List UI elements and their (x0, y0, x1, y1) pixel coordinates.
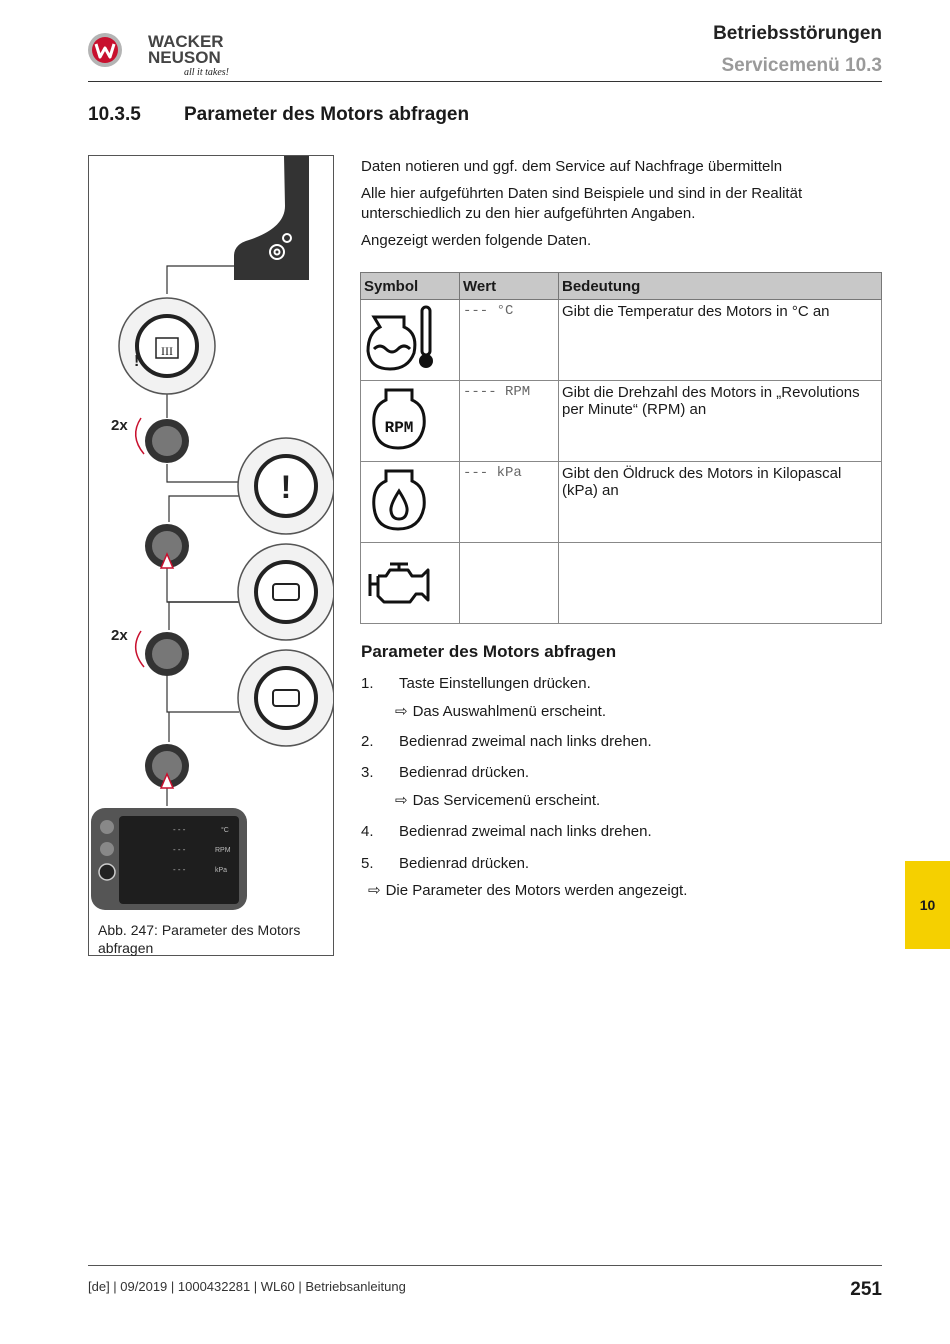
control-knob-4 (145, 744, 189, 788)
selection-dial-4 (238, 650, 333, 746)
parameter-table (360, 272, 882, 624)
selection-dial-2 (238, 438, 333, 534)
control-knob-3 (136, 631, 189, 676)
display-unit-2: RPM (215, 847, 231, 854)
table-row (361, 462, 882, 543)
col-symbol: Symbol (361, 273, 460, 300)
wert-oil-pressure: --- kPa (460, 462, 559, 543)
rotate-label-1: 2x (111, 417, 128, 434)
final-result (368, 881, 687, 899)
section-title: Parameter des Motors abfragen (184, 104, 470, 125)
chapter-subtitle: Servicemenü 10.3 (721, 55, 882, 76)
chapter-title: Betriebsstörungen (713, 23, 882, 44)
engine-icon (361, 543, 460, 624)
step-5-number: 5. (361, 855, 374, 872)
wacker-neuson-logo (86, 30, 246, 80)
step-1-result-text: Das Auswahlmenü erscheint. (412, 703, 607, 720)
procedure-title: Parameter des Motors abfragen (361, 642, 617, 661)
step-3-result (395, 791, 600, 809)
procedure-illustration (89, 156, 333, 916)
brand-line2: NEUSON (148, 48, 221, 67)
bedeutung-oil-pressure: Gibt den Öldruck des Motors in Kilopascal (kPa) an (559, 462, 882, 543)
table-row (361, 381, 882, 462)
control-knob-2 (145, 524, 189, 568)
section-number: 10.3.5 (88, 104, 141, 125)
intro-line-3: Angezeigt werden folgende Daten. (361, 232, 592, 249)
header-divider (88, 81, 882, 82)
wert-engine (460, 543, 559, 624)
bedeutung-engine (559, 543, 882, 624)
step-2-text: Bedienrad zweimal nach links drehen. (399, 733, 652, 750)
result-arrow-icon: ⇨ (368, 882, 381, 899)
intro-line-2: Alle hier aufgeführten Daten sind Beispiele und sind in der Realität unterschiedlich zu den hier aufgeführten Angaben. (361, 185, 803, 222)
wert-temperature: --- °C (460, 300, 559, 381)
brand-line1: WACKER (148, 32, 224, 51)
svg-text:!: ! (280, 469, 292, 505)
table-row (361, 300, 882, 381)
col-bedeutung: Bedeutung (559, 273, 882, 300)
display-value-2: - - - (173, 845, 186, 854)
step-3-text: Bedienrad drücken. (399, 764, 530, 781)
result-arrow-icon: ⇨ (395, 792, 408, 809)
oil-pressure-icon (361, 462, 460, 543)
display-value-1: - - - (173, 825, 186, 834)
table-header-row (361, 273, 882, 300)
step-3-result-text: Das Servicemenü erscheint. (412, 792, 601, 809)
figure-caption: Abb. 247: Parameter des Motors abfragen (98, 922, 301, 956)
step-3-number: 3. (361, 764, 374, 781)
step-2-number: 2. (361, 733, 374, 750)
display-unit-1: °C (221, 827, 229, 834)
step-1-text: Taste Einstellungen drücken. (399, 675, 591, 692)
footer-text: [de] | 09/2019 | 1000432281 | WL60 | Betriebsanleitung (88, 1279, 406, 1294)
wert-rpm: ---- RPM (460, 381, 559, 462)
control-knob-1 (136, 418, 189, 463)
bedeutung-rpm: Gibt die Drehzahl des Motors in „Revolutions per Minute“ (RPM) an (559, 381, 882, 462)
footer-divider (88, 1265, 882, 1266)
brand-tagline: all it takes! (184, 67, 229, 78)
step-1-number: 1. (361, 675, 374, 692)
step-5-text: Bedienrad drücken. (399, 855, 530, 872)
display-value-3: - - - (173, 865, 186, 874)
svg-text:!: ! (134, 353, 140, 370)
engine-temperature-icon (361, 300, 460, 381)
step-4-number: 4. (361, 823, 374, 840)
table-row (361, 543, 882, 624)
svg-text:III: III (161, 344, 173, 358)
settings-button (234, 156, 309, 280)
engine-rpm-icon (361, 381, 460, 462)
col-wert: Wert (460, 273, 559, 300)
step-4-text: Bedienrad zweimal nach links drehen. (399, 823, 652, 840)
page-number: 251 (850, 1279, 882, 1300)
step-1-result (395, 702, 606, 720)
selection-dial-1 (119, 298, 215, 394)
bedeutung-temperature: Gibt die Temperatur des Motors in °C an (559, 300, 882, 381)
rotate-label-2: 2x (111, 627, 128, 644)
chapter-tab: 10 (905, 861, 950, 949)
result-arrow-icon: ⇨ (395, 703, 408, 720)
parameter-display (91, 808, 247, 910)
final-result-text: Die Parameter des Motors werden angezeigt. (385, 882, 688, 899)
intro-line-1: Daten notieren und ggf. dem Service auf Nachfrage übermitteln (361, 158, 783, 175)
svg-text:RPM: RPM (384, 419, 414, 437)
selection-dial-3 (238, 544, 333, 640)
display-unit-3: kPa (215, 867, 228, 874)
